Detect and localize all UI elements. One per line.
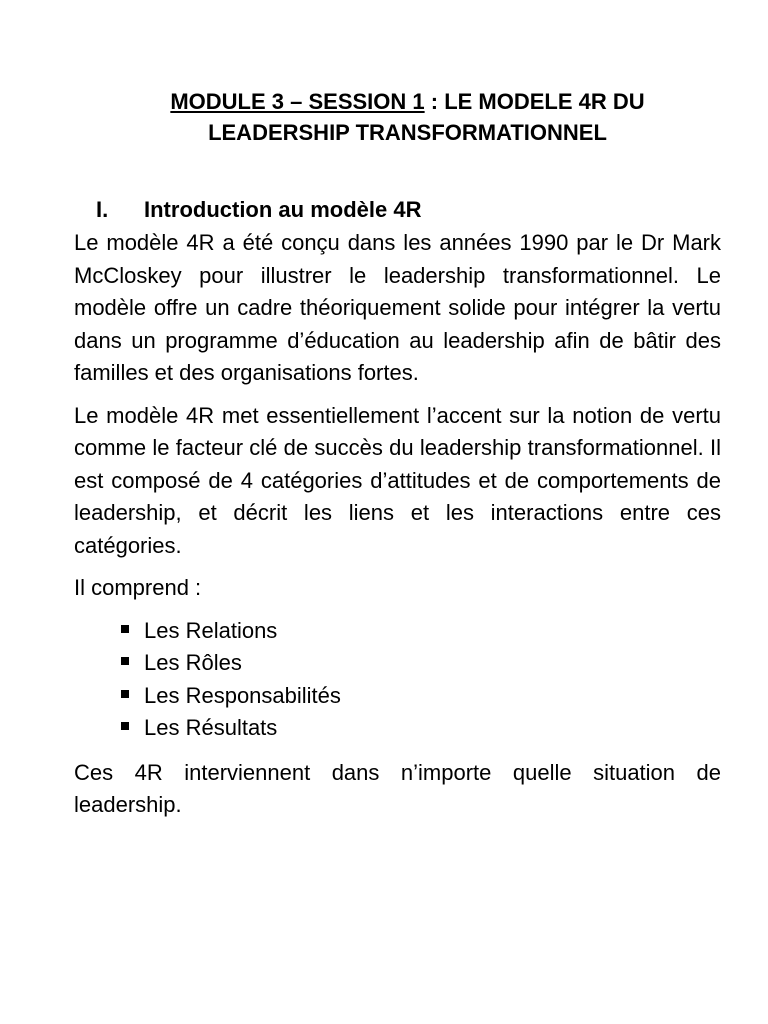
section-title: Introduction au modèle 4R (144, 197, 422, 222)
title-module-session: MODULE 3 – SESSION 1 (170, 89, 425, 114)
list-item (74, 712, 721, 745)
title-line-2: LEADERSHIP TRANSFORMATIONNEL (208, 120, 607, 145)
square-bullet-icon (121, 690, 129, 698)
paragraph-list-intro: Il comprend : (74, 575, 202, 600)
paragraph-virtue: Le modèle 4R met essentiellement l’accent sur la notion de vertu comme le facteur clé de succès du leadership transformationnel. Il est composé de 4 catégories d’attitudes et de comportements de leadership, et décrit les liens et les interactions entre ces catégories. (74, 402, 721, 558)
bullet-list (74, 615, 721, 745)
title-rest: : LE MODELE 4R DU (424, 89, 645, 114)
list-item-label: Les Rôles (144, 650, 242, 675)
list-item-label: Les Responsabilités (144, 682, 341, 708)
square-bullet-icon (121, 657, 129, 665)
list-item (74, 680, 721, 713)
section-number: I. (96, 197, 109, 222)
paragraph-closing: Ces 4R interviennent dans n’importe quelle situation de leadership. (74, 759, 721, 817)
list-item-label: Les Relations (144, 617, 278, 643)
document-title (74, 86, 721, 148)
square-bullet-icon (121, 625, 129, 633)
list-item (74, 615, 721, 648)
square-bullet-icon (121, 722, 129, 730)
list-item-label: Les Résultats (144, 715, 278, 740)
list-item (74, 647, 721, 680)
section-heading (74, 195, 721, 225)
paragraph-intro: Le modèle 4R a été conçu dans les années 1990 par le Dr Mark McCloskey pour illustrer le leadership transformationnel. Le modèle offre un cadre théoriquement solide pour intégrer la vertu dans un programme d’éducation au leadership afin de bâtir des familles et des organisations fortes. (74, 230, 721, 385)
